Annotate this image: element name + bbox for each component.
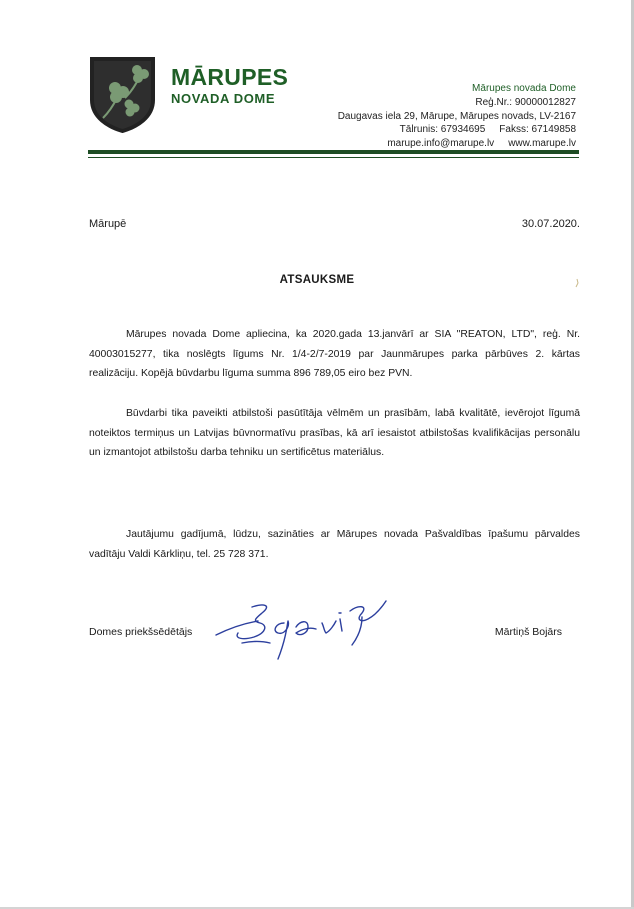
paragraph-1-text: Mārupes novada Dome apliecina, ka 2020.gada 13.janvārī ar SIA "REATON, LTD", reģ. Nr. 40003015277, tika noslēgts līgums Nr. 1/4-2/7-2019 par Jaunmārupes parka pārbūves 2. kārtas realizāciju. Kopējā būvdarbu līguma summa 896 789,05 eiro bez PVN.	[89, 329, 580, 379]
contact-address: Daugavas iela 29, Mārupe, Mārupes novads, LV-2167	[337, 110, 576, 122]
org-name-line1: MĀRUPES	[171, 64, 289, 90]
contact-phone: Tālrunis: 67934695	[399, 124, 486, 136]
header-rule-thick	[88, 150, 579, 154]
signatory-role: Domes priekšsēdētājs	[89, 626, 193, 638]
contact-phone-fax-row	[338, 123, 576, 137]
contact-fax: Fakss: 67149858	[499, 124, 576, 136]
contact-org: Mārupes novada Dome	[472, 83, 576, 94]
paragraph-1	[89, 325, 580, 384]
handwritten-signature-icon	[212, 597, 392, 665]
contact-block	[338, 82, 576, 151]
paragraph-3-text: Jautājumu gadījumā, lūdzu, sazināties ar Mārupes novada Pašvaldības īpašumu pārvaldes vadītāju Valdi Kārkliņu, tel. 25 728 371.	[89, 529, 580, 560]
letter-place: Mārupē	[89, 218, 127, 230]
paragraph-2-text: Būvdarbi tika paveikti atbilstoši pasūtītāja vēlmēm un prasībām, labā kvalitātē, ievērojot līgumā noteiktos termiņus un Latvijas būvnormatīvu prasības, kā arī iesaistot atbilstošas kvalifikācijas personālu un izmantojot atbilstošu darba tehniku un sertificētus materiālus.	[89, 408, 580, 458]
contact-reg: Reģ.Nr.: 90000012827	[475, 96, 576, 108]
clover-shield-crest-icon	[89, 56, 156, 133]
contact-email-web-row	[338, 137, 576, 151]
contact-web[interactable]: www.marupe.lv	[508, 138, 576, 150]
header-rule-thin	[88, 157, 579, 158]
paragraph-3	[89, 525, 580, 564]
org-name-line2: NOVADA DOME	[171, 91, 276, 106]
scan-speck	[574, 278, 580, 288]
contact-email[interactable]: marupe.info@marupe.lv	[387, 138, 495, 150]
letter-date: 30.07.2020.	[521, 218, 580, 230]
paragraph-2	[89, 404, 580, 463]
signatory-name: Mārtiņš Bojārs	[494, 626, 562, 638]
letter-title: ATSAUKSME	[279, 274, 355, 286]
org-name	[171, 66, 288, 105]
